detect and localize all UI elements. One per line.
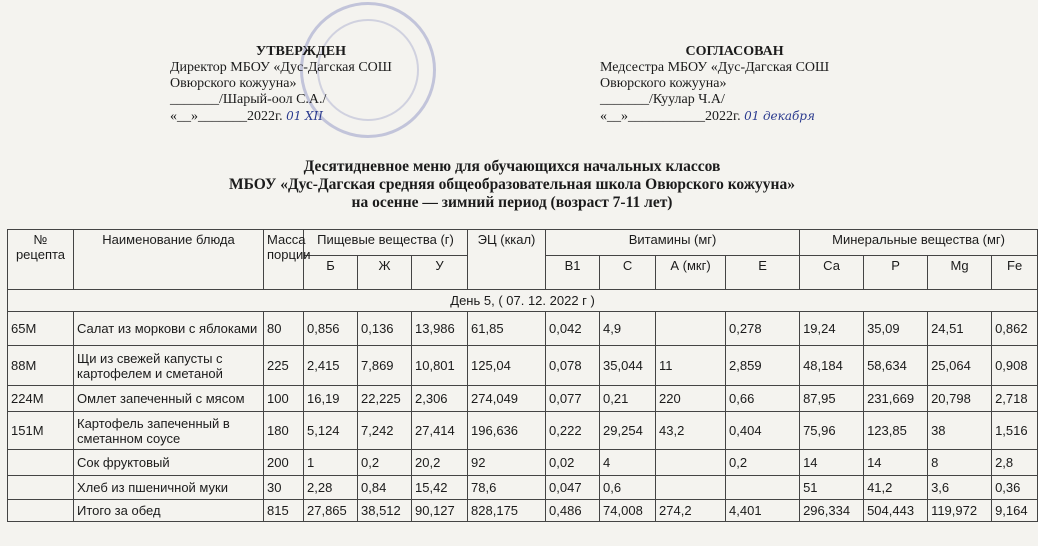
header-protein: Б — [304, 256, 358, 290]
agreement-block — [600, 44, 829, 125]
cell-recipe: 88М — [8, 346, 74, 386]
cell-a: 43,2 — [656, 412, 726, 450]
header-minerals: Минеральные вещества (мг) — [800, 230, 1038, 256]
title-line-1: Десятидневное меню для обучающихся начальных классов — [303, 158, 721, 175]
header-mg: Мg — [928, 256, 992, 290]
cell-recipe — [8, 450, 74, 476]
cell-fat: 7,869 — [358, 346, 412, 386]
cell-b1: 0,047 — [546, 476, 600, 500]
total-ca: 296,334 — [800, 500, 864, 522]
cell-energy: 125,04 — [468, 346, 546, 386]
cell-carbs: 27,414 — [412, 412, 468, 450]
cell-energy: 274,049 — [468, 386, 546, 412]
total-c: 74,008 — [600, 500, 656, 522]
header-fat: Ж — [358, 256, 412, 290]
cell-recipe — [8, 476, 74, 500]
cell-mass: 30 — [264, 476, 304, 500]
cell-e: 0,66 — [726, 386, 800, 412]
cell-protein: 16,19 — [304, 386, 358, 412]
cell-recipe: 224М — [8, 386, 74, 412]
cell-c: 4 — [600, 450, 656, 476]
cell-mg: 3,6 — [928, 476, 992, 500]
total-fe: 9,164 — [992, 500, 1038, 522]
cell-protein: 1 — [304, 450, 358, 476]
header-vitamins: Витамины (мг) — [546, 230, 800, 256]
cell-fe: 0,862 — [992, 312, 1038, 346]
total-protein: 27,865 — [304, 500, 358, 522]
table-row — [8, 312, 1038, 346]
cell-energy: 78,6 — [468, 476, 546, 500]
cell-ca: 75,96 — [800, 412, 864, 450]
header-energy: ЭЦ (ккал) — [468, 230, 546, 290]
cell-a: 11 — [656, 346, 726, 386]
cell-p: 123,85 — [864, 412, 928, 450]
approval-sign-line: _______/Шарый-оол С.А./ — [170, 92, 327, 107]
agreement-line-1: Медсестра МБОУ «Дус-Дагская СОШ — [600, 60, 830, 75]
cell-e: 0,2 — [726, 450, 800, 476]
cell-a — [656, 312, 726, 346]
table-row — [8, 346, 1038, 386]
header-nutrients: Пищевые вещества (г) — [304, 230, 468, 256]
cell-dish: Щи из свежей капусты с картофелем и сметаной — [74, 346, 264, 386]
cell-p: 35,09 — [864, 312, 928, 346]
cell-p: 41,2 — [864, 476, 928, 500]
cell-c: 0,21 — [600, 386, 656, 412]
agreement-heading: СОГЛАСОВАН — [685, 44, 784, 59]
cell-mass: 180 — [264, 412, 304, 450]
cell-fe: 2,8 — [992, 450, 1038, 476]
cell-mg: 25,064 — [928, 346, 992, 386]
total-p: 504,443 — [864, 500, 928, 522]
approval-line-2: Овюрского кожууна» — [170, 76, 297, 91]
cell-fat: 22,225 — [358, 386, 412, 412]
approval-date-line: «__»_______2022г. 01 XII — [170, 109, 323, 124]
cell-b1: 0,222 — [546, 412, 600, 450]
cell-fat: 0,84 — [358, 476, 412, 500]
cell-p: 14 — [864, 450, 928, 476]
header-carbs: У — [412, 256, 468, 290]
cell-dish: Салат из моркови с яблоками — [74, 312, 264, 346]
cell-mg: 8 — [928, 450, 992, 476]
total-b1: 0,486 — [546, 500, 600, 522]
cell-recipe: 151М — [8, 412, 74, 450]
cell-carbs: 10,801 — [412, 346, 468, 386]
cell-mass: 80 — [264, 312, 304, 346]
agreement-sign-line: _______/Куулар Ч.А/ — [600, 92, 725, 107]
cell-p: 231,669 — [864, 386, 928, 412]
approval-heading: УТВЕРЖДЕН — [255, 44, 346, 59]
cell-energy: 92 — [468, 450, 546, 476]
cell-a — [656, 450, 726, 476]
cell-e: 0,278 — [726, 312, 800, 346]
cell-carbs: 2,306 — [412, 386, 468, 412]
title-line-2: МБОУ «Дус-Дагская средняя общеобразовательная школа Овюрского кожууна» — [229, 176, 795, 193]
cell-fe: 0,36 — [992, 476, 1038, 500]
cell-p: 58,634 — [864, 346, 928, 386]
header-ca: Са — [800, 256, 864, 290]
cell-carbs: 13,986 — [412, 312, 468, 346]
cell-protein: 0,856 — [304, 312, 358, 346]
header-dish: Наименование блюда — [74, 230, 264, 290]
cell-mg: 24,51 — [928, 312, 992, 346]
total-fat: 38,512 — [358, 500, 412, 522]
total-row — [8, 500, 1038, 522]
total-recipe — [8, 500, 74, 522]
approval-hand-month: XII — [304, 109, 323, 123]
total-energy: 828,175 — [468, 500, 546, 522]
cell-c: 35,044 — [600, 346, 656, 386]
total-mg: 119,972 — [928, 500, 992, 522]
cell-energy: 61,85 — [468, 312, 546, 346]
cell-protein: 2,415 — [304, 346, 358, 386]
cell-carbs: 15,42 — [412, 476, 468, 500]
cell-protein: 5,124 — [304, 412, 358, 450]
cell-dish: Картофель запеченный в сметанном соусе — [74, 412, 264, 450]
day-label: День 5, ( 07. 12. 2022 г ) — [8, 290, 1038, 312]
cell-mass: 200 — [264, 450, 304, 476]
cell-ca: 14 — [800, 450, 864, 476]
day-row — [8, 290, 1038, 312]
agreement-hand-day: 01 — [744, 109, 760, 123]
table-row — [8, 450, 1038, 476]
cell-e — [726, 476, 800, 500]
header-b1: В1 — [546, 256, 600, 290]
cell-fe: 0,908 — [992, 346, 1038, 386]
cell-ca: 48,184 — [800, 346, 864, 386]
header-p: Р — [864, 256, 928, 290]
cell-carbs: 20,2 — [412, 450, 468, 476]
cell-c: 29,254 — [600, 412, 656, 450]
approval-hand-day: 01 — [286, 109, 302, 123]
cell-fe: 1,516 — [992, 412, 1038, 450]
cell-ca: 51 — [800, 476, 864, 500]
header-mass: Масса порции — [264, 230, 304, 290]
header-c: С — [600, 256, 656, 290]
cell-mass: 100 — [264, 386, 304, 412]
cell-fat: 0,2 — [358, 450, 412, 476]
table-row — [8, 476, 1038, 500]
cell-mass: 225 — [264, 346, 304, 386]
total-a: 274,2 — [656, 500, 726, 522]
cell-dish: Омлет запеченный с мясом — [74, 386, 264, 412]
header-a: А (мкг) — [656, 256, 726, 290]
cell-c: 0,6 — [600, 476, 656, 500]
cell-fe: 2,718 — [992, 386, 1038, 412]
menu-body — [8, 290, 1038, 522]
table-row — [8, 386, 1038, 412]
total-e: 4,401 — [726, 500, 800, 522]
approval-block — [170, 44, 392, 125]
cell-dish: Хлеб из пшеничной муки — [74, 476, 264, 500]
cell-mg: 20,798 — [928, 386, 992, 412]
approval-line-1: Директор МБОУ «Дус-Дагская СОШ — [170, 60, 392, 75]
cell-dish: Сок фруктовый — [74, 450, 264, 476]
cell-mg: 38 — [928, 412, 992, 450]
cell-c: 4,9 — [600, 312, 656, 346]
agreement-date-line: «__»___________2022г. 01 декабря — [600, 109, 815, 124]
cell-energy: 196,636 — [468, 412, 546, 450]
header-fe: Fe — [992, 256, 1038, 290]
total-carbs: 90,127 — [412, 500, 468, 522]
header-e: Е — [726, 256, 800, 290]
cell-b1: 0,078 — [546, 346, 600, 386]
agreement-line-2: Овюрского кожууна» — [600, 76, 727, 91]
cell-a: 220 — [656, 386, 726, 412]
total-mass: 815 — [264, 500, 304, 522]
cell-b1: 0,02 — [546, 450, 600, 476]
table-row — [8, 412, 1038, 450]
cell-b1: 0,077 — [546, 386, 600, 412]
cell-ca: 87,95 — [800, 386, 864, 412]
cell-a — [656, 476, 726, 500]
cell-recipe: 65М — [8, 312, 74, 346]
cell-e: 0,404 — [726, 412, 800, 450]
document-title — [0, 158, 1024, 212]
cell-protein: 2,28 — [304, 476, 358, 500]
title-line-3: на осенне — зимний период (возраст 7-11 лет) — [351, 194, 673, 211]
header-recipe: № рецепта — [8, 230, 74, 290]
cell-e: 2,859 — [726, 346, 800, 386]
menu-table — [7, 229, 1038, 522]
cell-b1: 0,042 — [546, 312, 600, 346]
cell-fat: 0,136 — [358, 312, 412, 346]
cell-fat: 7,242 — [358, 412, 412, 450]
total-dish: Итого за обед — [74, 500, 264, 522]
agreement-hand-month: декабря — [762, 109, 815, 123]
cell-ca: 19,24 — [800, 312, 864, 346]
